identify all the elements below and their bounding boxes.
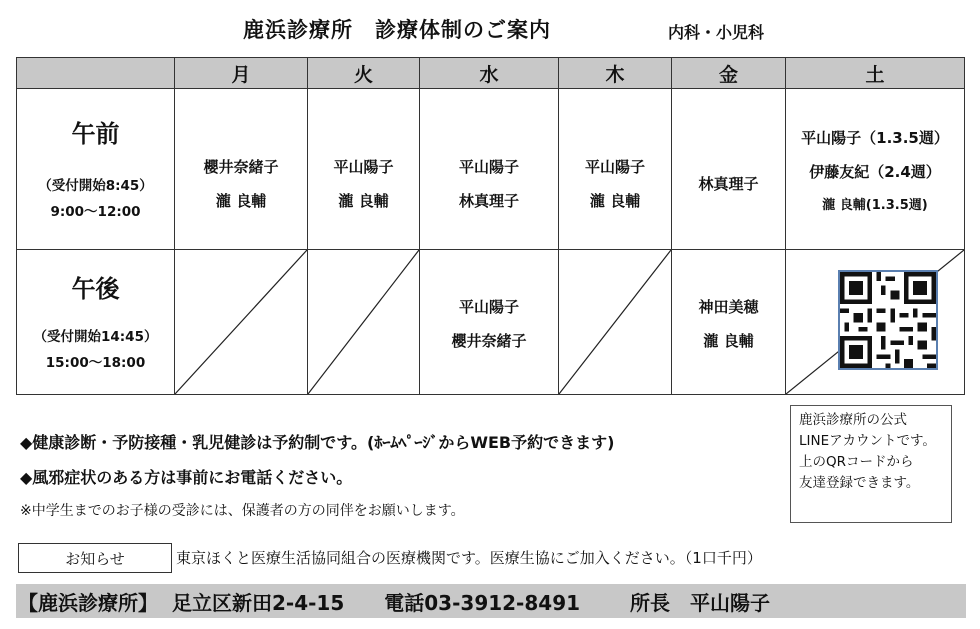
doctor-name: 瀧 良輔(1.3.5週) xyxy=(822,197,928,213)
afternoon-sat xyxy=(786,250,965,395)
morning-hours: 9:00～12:00 xyxy=(50,203,141,220)
closed-cell-tue xyxy=(308,250,420,395)
doctor-name: 平山陽子 xyxy=(458,158,519,176)
doctor-name: 平山陽子 xyxy=(458,298,519,316)
morning-thu xyxy=(559,89,672,250)
line-box-text: LINEアカウントです。 xyxy=(799,433,936,449)
day-header-sat: 土 xyxy=(786,58,965,89)
doctor-name: 林真理子 xyxy=(698,175,759,193)
afternoon-row xyxy=(17,250,965,395)
doctor-name: 櫻井奈緒子 xyxy=(451,332,527,350)
line-qr-code[interactable] xyxy=(838,270,938,370)
afternoon-label: 午後 xyxy=(71,274,120,303)
morning-wed xyxy=(420,89,559,250)
page-title: 鹿浜診療所 診療体制のご案内 xyxy=(243,18,551,42)
line-account-box xyxy=(790,405,952,523)
line-box-text: 友達登録できます。 xyxy=(799,475,920,491)
day-header-tue: 火 xyxy=(308,58,420,89)
clinic-address: 足立区新田2-4-15 xyxy=(172,590,345,615)
doctor-name: 平山陽子 xyxy=(584,158,645,176)
afternoon-hours: 15:00～18:00 xyxy=(45,354,146,371)
diagonal-slash-icon xyxy=(175,250,307,394)
closed-cell-thu xyxy=(559,250,672,395)
note-cold-symptoms: ◆風邪症状のある方は事前にお電話ください。 xyxy=(20,468,353,487)
doctor-name: 林真理子 xyxy=(458,192,519,210)
morning-label: 午前 xyxy=(71,119,120,148)
doctor-name: 櫻井奈緒子 xyxy=(203,158,279,176)
footer-bar xyxy=(16,584,966,618)
doctor-name: 瀧 良輔 xyxy=(338,192,389,210)
afternoon-header xyxy=(17,250,175,395)
afternoon-reception: （受付開始14:45） xyxy=(33,328,158,345)
notes-section xyxy=(20,430,614,532)
morning-tue xyxy=(308,89,420,250)
corner-cell xyxy=(17,58,175,89)
morning-header xyxy=(17,89,175,250)
closed-cell-mon xyxy=(175,250,308,395)
doctor-name: 神田美穂 xyxy=(698,298,759,316)
clinic-phone[interactable]: 電話03-3912-8491 xyxy=(384,590,581,615)
note-guardian: ※中学生までのお子様の受診には、保護者の方の同伴をお願いします。 xyxy=(20,503,465,519)
morning-sat xyxy=(786,89,965,250)
morning-row xyxy=(17,89,965,250)
day-header-fri: 金 xyxy=(672,58,786,89)
afternoon-fri xyxy=(672,250,786,395)
doctor-name: 瀧 良輔 xyxy=(215,192,267,210)
day-header-thu: 木 xyxy=(559,58,672,89)
clinic-name: 【鹿浜診療所】 xyxy=(18,590,158,615)
doctor-name: 平山陽子（1.3.5週） xyxy=(801,128,949,147)
diagonal-slash-icon xyxy=(308,250,419,394)
afternoon-wed xyxy=(420,250,559,395)
doctor-name: 瀧 良輔 xyxy=(589,192,641,210)
day-header-wed: 水 xyxy=(420,58,559,89)
note-reservation: ◆健康診断・予防接種・乳児健診は予約制です。(ﾎｰﾑﾍﾟｰｼﾞからWEB予約できます) xyxy=(20,433,615,452)
day-header-row xyxy=(17,58,965,89)
doctor-name: 伊藤友紀（2.4週） xyxy=(809,162,941,181)
clinic-director: 所長 平山陽子 xyxy=(630,590,771,615)
line-box-text: 上のQRコードから xyxy=(799,454,914,470)
line-box-text: 鹿浜診療所の公式 xyxy=(799,412,907,428)
diagonal-slash-icon xyxy=(559,250,671,394)
notice-text: 東京ほくと医療生活協同組合の医療機関です。医療生協にご加入ください。（1口千円） xyxy=(176,549,762,567)
doctor-name: 平山陽子 xyxy=(333,158,394,176)
qr-code-icon xyxy=(840,272,936,368)
notice-label: お知らせ xyxy=(18,543,172,573)
morning-reception: （受付開始8:45） xyxy=(38,177,153,194)
department-label: 内科・小児科 xyxy=(668,23,765,42)
morning-mon xyxy=(175,89,308,250)
day-header-mon: 月 xyxy=(175,58,308,89)
schedule-table xyxy=(16,57,965,395)
morning-fri xyxy=(672,89,786,250)
doctor-name: 瀧 良輔 xyxy=(703,332,754,350)
